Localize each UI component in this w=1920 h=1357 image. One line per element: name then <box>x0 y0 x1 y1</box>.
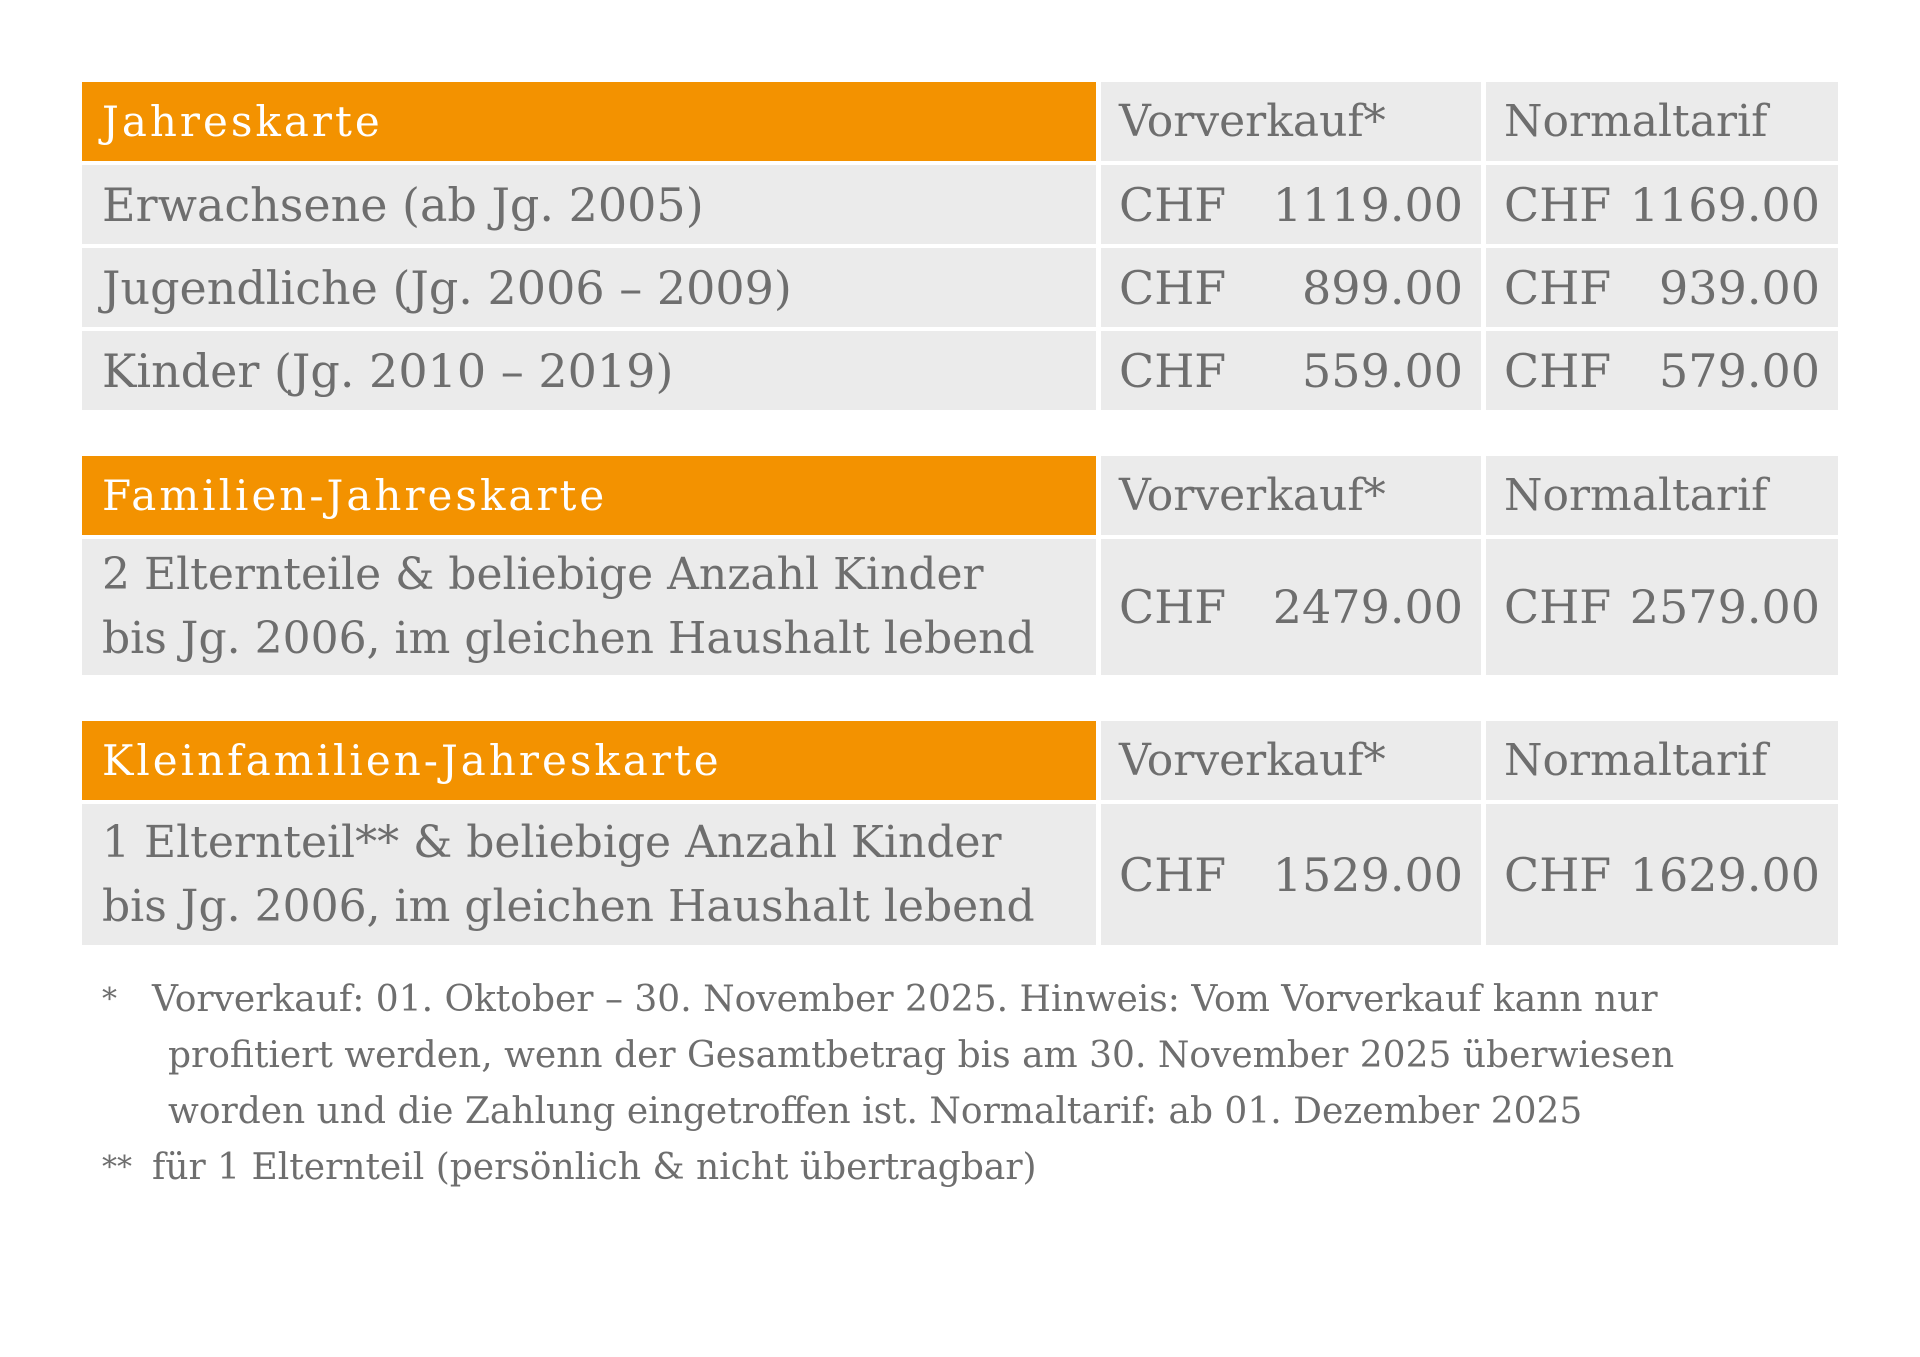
col-header-normal: Normaltarif <box>1486 456 1838 535</box>
amount: 2579.00 <box>1629 580 1820 634</box>
table-row <box>82 165 1838 244</box>
currency: CHF <box>1504 260 1612 315</box>
amount: 579.00 <box>1659 343 1820 398</box>
normal-price <box>1486 165 1838 244</box>
normal-price <box>1486 331 1838 410</box>
section-title: Jahreskarte <box>82 82 1096 161</box>
table-row <box>82 248 1838 327</box>
row-label <box>82 804 1096 945</box>
section-header <box>82 82 1838 161</box>
footnote-line: Vorverkauf: 01. Oktober – 30. November 2025. Hinweis: Vom Vorverkauf kann nur <box>152 979 1658 1020</box>
footnotes <box>102 972 1802 1196</box>
presale-price <box>1101 248 1481 327</box>
row-label: Erwachsene (ab Jg. 2005) <box>82 165 1096 244</box>
footnote-mark: ** <box>102 1150 132 1185</box>
section-header <box>82 721 1838 800</box>
col-header-presale: Vorverkauf* <box>1101 82 1481 161</box>
footnote-line: profitiert werden, wenn der Gesamtbetrag bis am 30. November 2025 überwiesen <box>168 1035 1675 1076</box>
section-title: Familien-Jahreskarte <box>82 456 1096 535</box>
currency: CHF <box>1504 177 1612 232</box>
currency: CHF <box>1119 343 1227 398</box>
row-label-line2: bis Jg. 2006, im gleichen Haushalt lebend <box>102 613 1035 664</box>
amount: 899.00 <box>1302 260 1463 315</box>
col-header-normal: Normaltarif <box>1486 82 1838 161</box>
row-label-line2: bis Jg. 2006, im gleichen Haushalt lebend <box>102 880 1035 932</box>
amount: 2479.00 <box>1272 580 1463 634</box>
section-kleinfamilien-jahreskarte <box>82 721 1838 949</box>
footnote-parent <box>102 1140 1802 1196</box>
row-label: Jugendliche (Jg. 2006 – 2009) <box>82 248 1096 327</box>
presale-price <box>1101 539 1481 675</box>
section-jahreskarte <box>82 82 1838 414</box>
row-label <box>82 539 1096 675</box>
amount: 559.00 <box>1302 343 1463 398</box>
col-header-normal: Normaltarif <box>1486 721 1838 800</box>
section-familien-jahreskarte <box>82 456 1838 679</box>
presale-price <box>1101 165 1481 244</box>
currency: CHF <box>1119 580 1227 634</box>
presale-price <box>1101 804 1481 945</box>
amount: 1529.00 <box>1272 847 1463 902</box>
section-header <box>82 456 1838 535</box>
currency: CHF <box>1119 260 1227 315</box>
currency: CHF <box>1119 847 1227 902</box>
row-label-line1: 2 Elternteile & beliebige Anzahl Kinder <box>102 549 984 600</box>
currency: CHF <box>1119 177 1227 232</box>
normal-price <box>1486 539 1838 675</box>
row-label-line1: 1 Elternteil** & beliebige Anzahl Kinder <box>102 816 1002 868</box>
amount: 1629.00 <box>1629 847 1820 902</box>
amount: 939.00 <box>1659 260 1820 315</box>
footnote-presale <box>102 972 1802 1140</box>
currency: CHF <box>1504 847 1612 902</box>
col-header-presale: Vorverkauf* <box>1101 721 1481 800</box>
amount: 1119.00 <box>1272 177 1463 232</box>
table-row <box>82 539 1838 675</box>
col-header-presale: Vorverkauf* <box>1101 456 1481 535</box>
table-row <box>82 331 1838 410</box>
normal-price <box>1486 248 1838 327</box>
table-row <box>82 804 1838 945</box>
amount: 1169.00 <box>1629 177 1820 232</box>
footnote-line: für 1 Elternteil (persönlich & nicht übertragbar) <box>152 1147 1037 1188</box>
section-title: Kleinfamilien-Jahreskarte <box>82 721 1096 800</box>
currency: CHF <box>1504 580 1612 634</box>
row-label: Kinder (Jg. 2010 – 2019) <box>82 331 1096 410</box>
footnote-mark: * <box>102 982 117 1017</box>
normal-price <box>1486 804 1838 945</box>
currency: CHF <box>1504 343 1612 398</box>
footnote-line: worden und die Zahlung eingetroffen ist. Normaltarif: ab 01. Dezember 2025 <box>168 1091 1583 1132</box>
presale-price <box>1101 331 1481 410</box>
